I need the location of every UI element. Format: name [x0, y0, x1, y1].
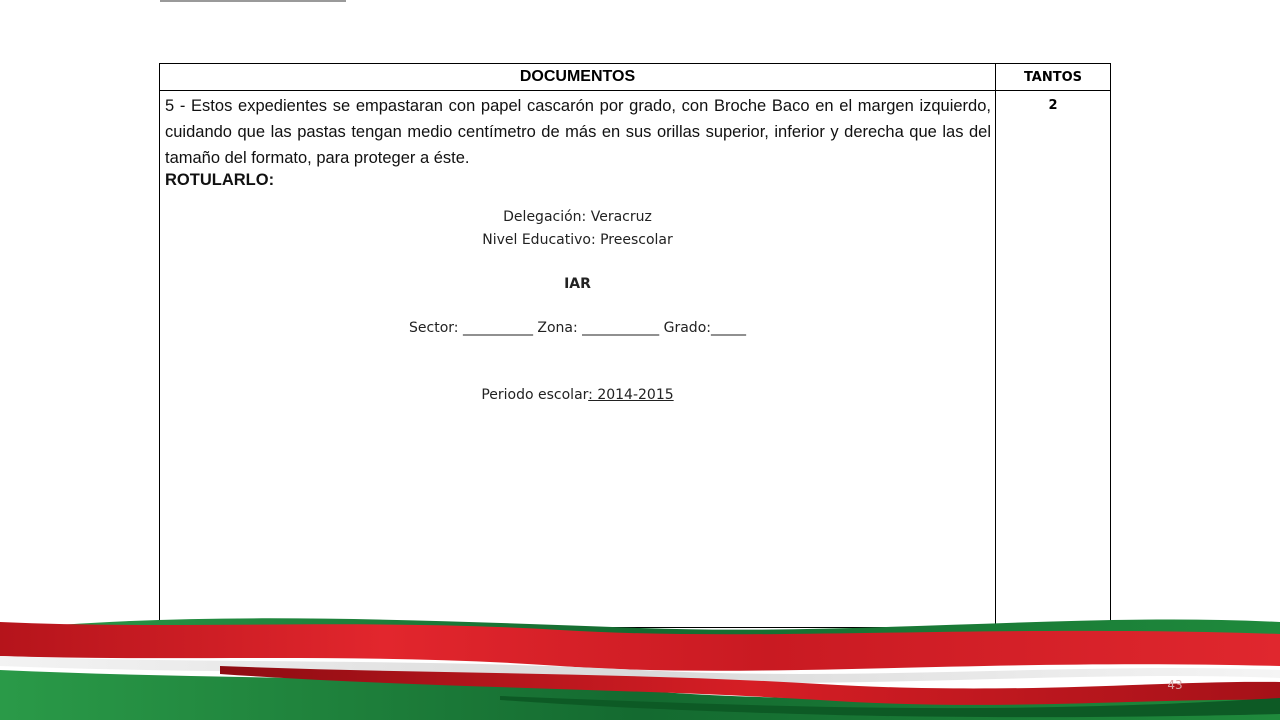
header-documents: DOCUMENTOS	[160, 64, 996, 91]
copies-cell	[996, 91, 1111, 628]
periodo-value: : 2014-2015	[588, 387, 674, 403]
documents-table	[159, 63, 1111, 628]
table-row	[160, 91, 1111, 628]
label-nivel: Nivel Educativo: Preescolar	[482, 232, 673, 248]
label-delegacion: Delegación: Veracruz	[503, 209, 652, 225]
page-number: 43	[1167, 678, 1183, 692]
label-heading: ROTULARLO:	[165, 171, 275, 189]
label-periodo	[160, 384, 995, 407]
top-rule	[160, 0, 346, 2]
header-copies: TANTOS	[996, 64, 1111, 91]
decorative-ribbon	[0, 600, 1280, 720]
periodo-prefix: Periodo escolar	[481, 387, 589, 403]
table-header-row	[160, 64, 1111, 91]
label-title: IAR	[564, 276, 591, 292]
label-fields: Sector: __________ Zona: ___________ Grado:_____	[409, 320, 746, 336]
description-cell	[160, 91, 996, 628]
copies-value: 2	[1048, 98, 1058, 113]
description-text: 5 - Estos expedientes se empastaran con papel cascarón por grado, con Broche Baco en el margen izquierdo, cuidando que las pastas tengan medio centímetro de más en sus orillas superior, inferior y derecha que las del tamaño del formato, para proteger a éste.	[165, 97, 991, 167]
